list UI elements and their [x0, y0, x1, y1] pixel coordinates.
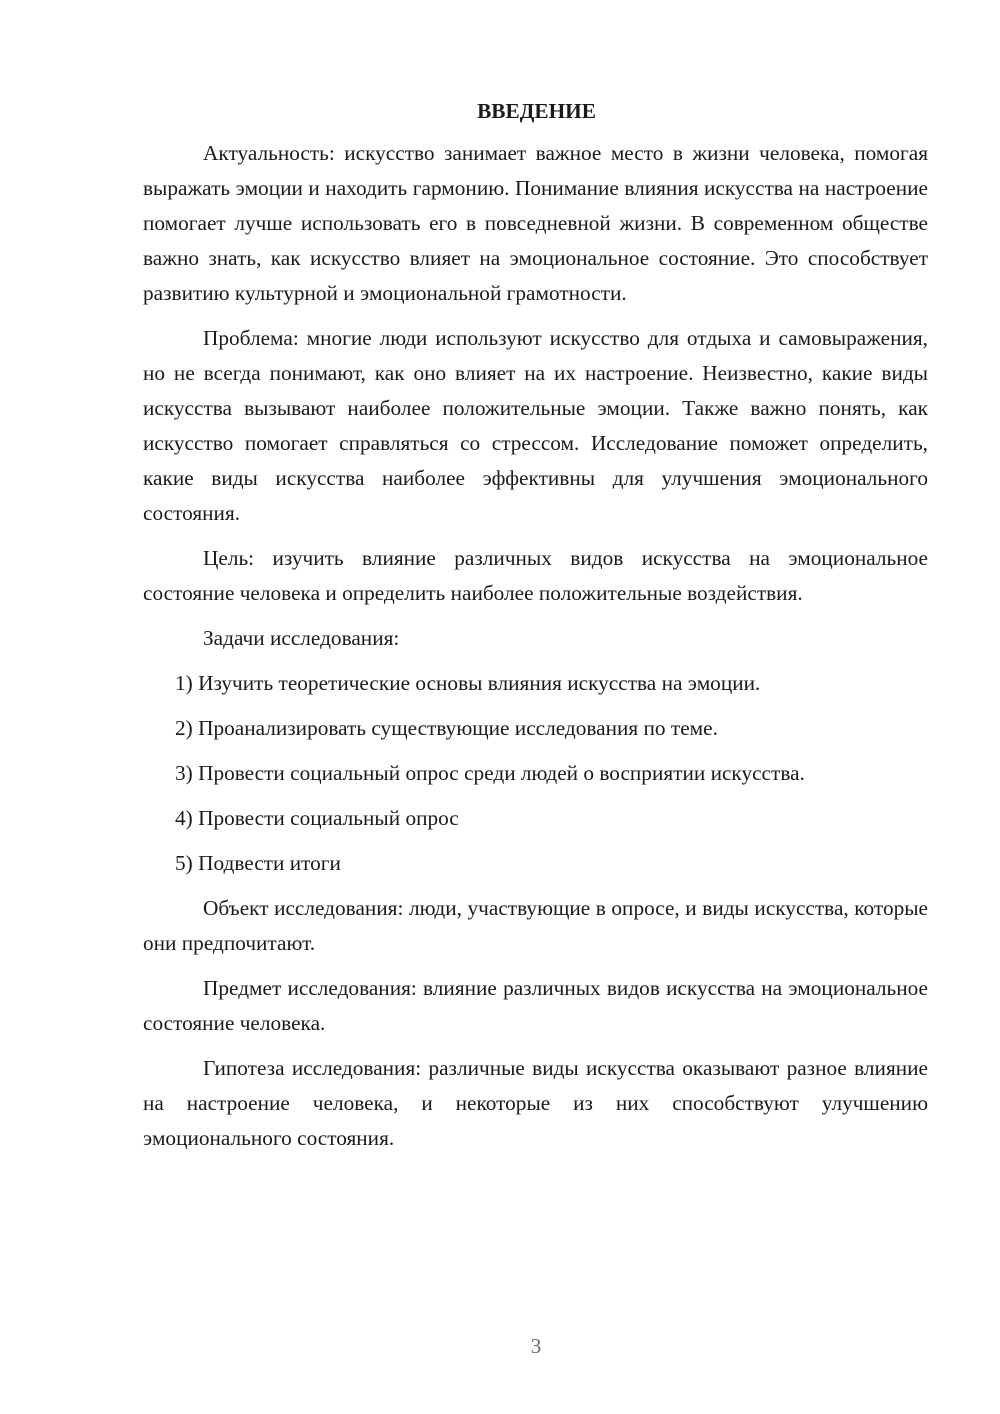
object-paragraph: Объект исследования: люди, участвующие в опросе, и виды искусства, которые они предпочитают. — [143, 896, 928, 955]
page-number: 3 — [530, 1334, 542, 1358]
relevance-paragraph: Актуальность: искусство занимает важное место в жизни человека, помогая выражать эмоции и находить гармонию. Понимание влияния искусства на настроение помогает лучше использовать его в повседневной жизни. В современном обществе важно знать, как искусство влияет на эмоциональное состояние. Это способствует развитию культурной и эмоциональной грамотности. — [143, 141, 928, 305]
page-content — [143, 94, 928, 1166]
task-item: 3) Провести социальный опрос среди людей о восприятии искусства. — [175, 761, 805, 785]
subject-paragraph: Предмет исследования: влияние различных видов искусства на эмоциональное состояние человека. — [143, 976, 928, 1035]
tasks-title: Задачи исследования: — [203, 626, 400, 650]
section-heading: ВВЕДЕНИЕ — [477, 99, 596, 123]
task-item: 1) Изучить теоретические основы влияния искусства на эмоции. — [175, 671, 761, 695]
task-item: 5) Подвести итоги — [175, 851, 341, 875]
task-item: 2) Проанализировать существующие исследования по теме. — [175, 716, 718, 740]
task-item: 4) Провести социальный опрос — [175, 806, 459, 830]
goal-paragraph: Цель: изучить влияние различных видов искусства на эмоциональное состояние человека и определить наиболее положительные воздействия. — [143, 546, 928, 605]
hypothesis-paragraph: Гипотеза исследования: различные виды искусства оказывают разное влияние на настроение человека, и некоторые из них способствуют улучшению эмоционального состояния. — [143, 1056, 928, 1150]
problem-paragraph: Проблема: многие люди используют искусство для отдыха и самовыражения, но не всегда понимают, как оно влияет на их настроение. Неизвестно, какие виды искусства вызывают наиболее положительные эмоции. Также важно понять, как искусство помогает справляться со стрессом. Исследование поможет определить, какие виды искусства наиболее эффективны для улучшения эмоционального состояния. — [143, 326, 928, 525]
